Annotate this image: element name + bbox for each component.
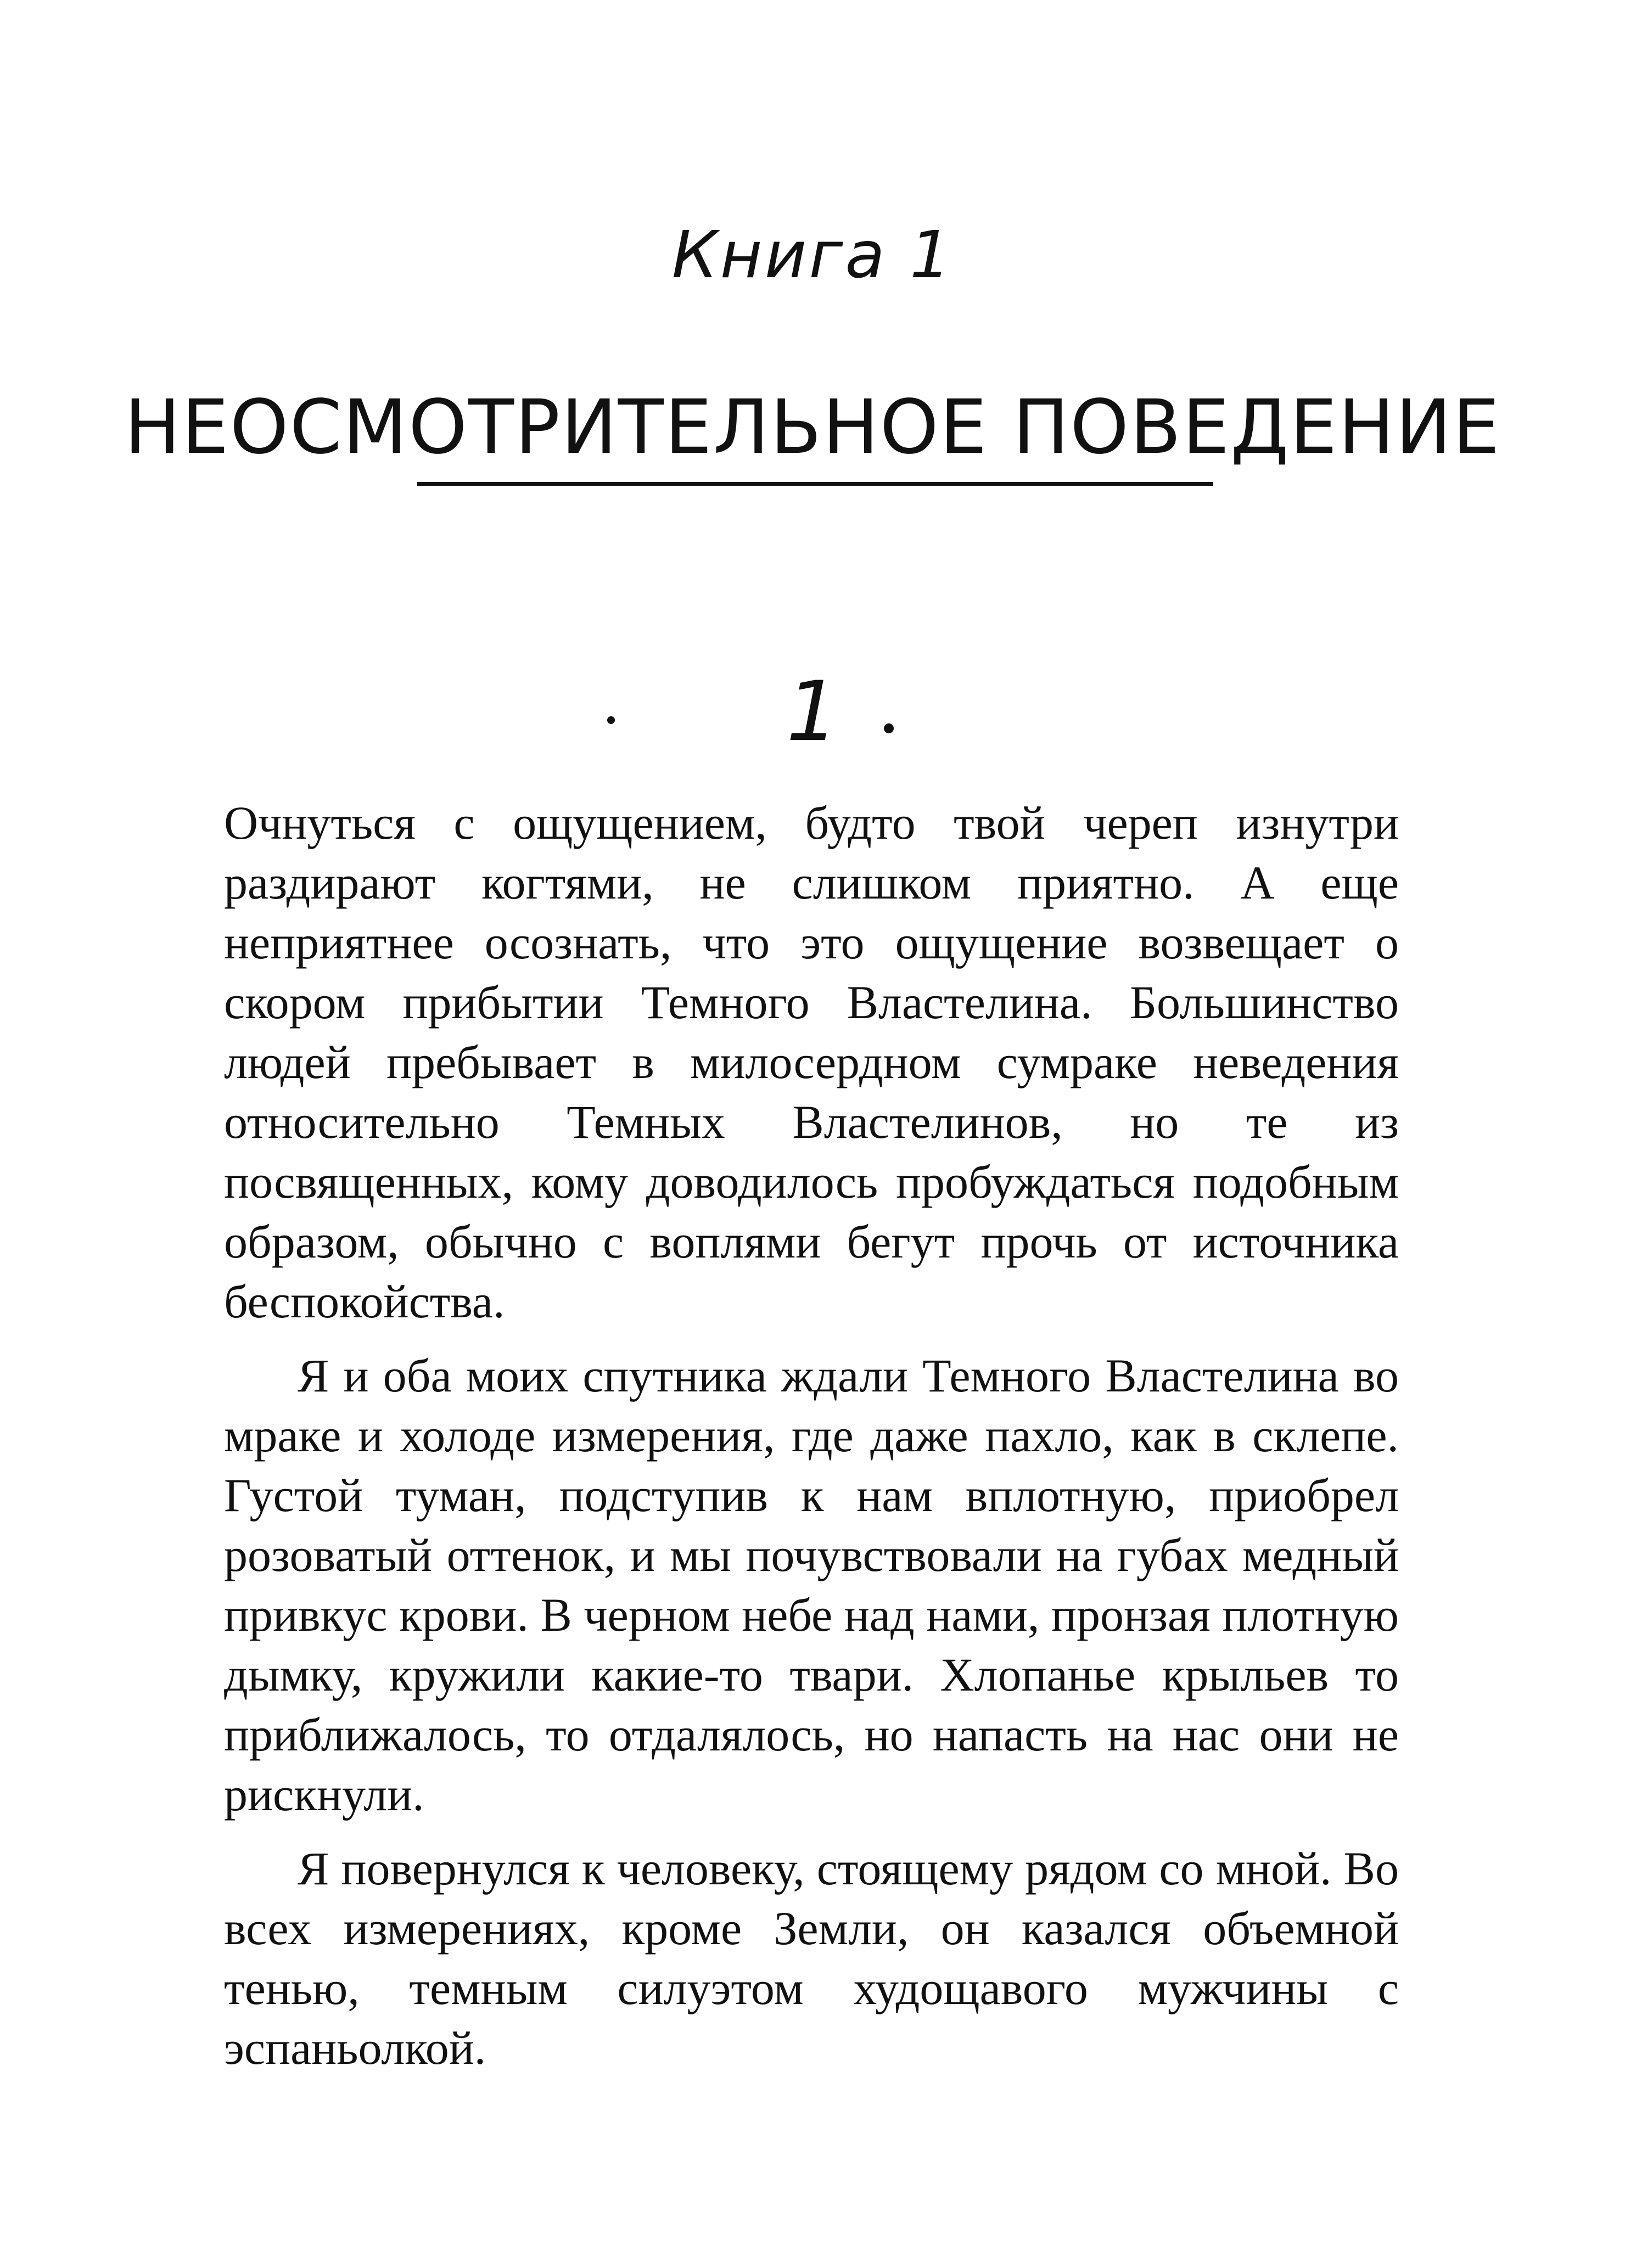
paragraph-2: Я и оба моих спутника ждали Темного Властелина во мраке и холоде измерения, где даже пахло, как в склепе. Густой туман, подступив к нам вплотную, приобрел розоватый оттенок, и мы почувствовали на губах медный привкус крови. В черном небе над нами, пронзая плотную дымку, кружили какие-то твари. Хлопанье крыльев то приближалось, то отдалялось, но напасть на нас они не рискнули. xyxy=(224,1349,1399,1821)
title-underline xyxy=(417,482,1213,486)
ornament-dot-right xyxy=(884,723,894,733)
book-label: Книга 1 xyxy=(671,217,954,293)
paragraph-3: Я повернулся к человеку, стоящему рядом со мной. Во всех измерениях, кроме Земли, он казался объемной тенью, темным силуэтом худощавого мужчины с эспаньолкой. xyxy=(224,1842,1399,2074)
chapter-number: 1 xyxy=(786,664,839,760)
part-title: НЕОСМОТРИТЕЛЬНОЕ ПОВЕДЕНИЕ xyxy=(124,384,1501,471)
body-text xyxy=(224,793,1399,2092)
paragraph-1: Очнуться с ощущением, будто твой череп изнутри раздирают когтями, не слишком приятно. А еще неприятнее осознать, что это ощущение возвещает о скором прибытии Темного Властелина. Большинство людей пребывает в милосердном сумраке неведения относительно Темных Властелинов, но те из посвященных, кому доводилось пробуждаться подобным образом, обычно с воплями бегут прочь от источника беспокойства. xyxy=(224,796,1399,1328)
